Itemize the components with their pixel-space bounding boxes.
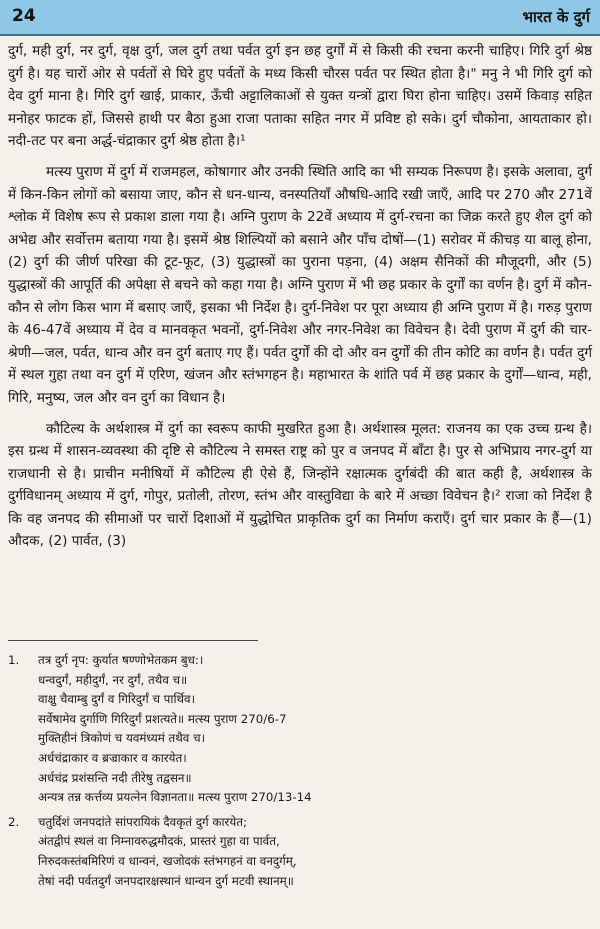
verse-line: चतुर्दिशं जनपदांते सांपरायिकं दैवकृतं दुर्ग कारयेत; bbox=[38, 814, 247, 829]
verse-line: तत्र दुर्ग नृप: कुर्यात षण्णोभेतकम बुध:। bbox=[38, 653, 204, 667]
footnote-number: 2. bbox=[8, 814, 20, 829]
paragraph: मत्स्य पुराण में दुर्ग में राजमहल, कोषागार और उनकी स्थिति आदि का भी सम्यक निरूपण है। इसके अलावा, दुर्ग में किन-किन लोगों को बसाया जाए, कौन से धन-धान्य, वनस्पतियाँ औषधि-आदि रखी जाएँ, आदि पर 270 और 271वें श्लोक में विशेष रूप से प्रकाश डाला गया है। अग्नि पुराण के 22वें अध्याय में दुर्ग-रचना का जिक्र करते हुए शैल दुर्ग को अभेद्य और सर्वोत्तम बताया गया है। इसमें श्रेष्ठ शिल्पियों को बसाने और पाँच दोषों—(1) सरोवर में कीचड़ या बालू होना, (2) दुर्ग की जीर्ण परिखा की टूट-फूट, (3) युद्धास्त्रों का पुराना पड़ना, (4) अक्षम सैनिकों की मौजूदगी, और (5) युद्धास्त्रों की आपूर्ति की अपेक्षा से बचने को कहा गया है। अग्नि पुराण में भी छह प्रकार के दुर्गों का वर्णन है। दुर्ग में कौन-कौन से लोग किस भाग में बसाए जाएँ, इसका भी निर्देश है। दुर्ग-निवेश पर पूरा अध्याय ही अग्नि पुराण में है। गरुड़ पुराण के 46-47वें अध्याय में देव व मानवकृत भवनों, दुर्ग-निवेश और नगर-निवेश का विवेचन है। देवी पुराण में दुर्ग की चार-श्रेणी—जल, पर्वत, धान्व और वन दुर्ग बताए गए हैं। पर्वत दुर्गों की दो और वन दुर्गों की तीन कोटि का वर्णन है। पर्वत दुर्ग में स्थल गुहा तथा वन दुर्ग में एरिण, खंजन और स्तंभगहन है। महाभारत के शांति पर्व में छह प्रकार के दुर्गों—धान्व, मही, गिरि, मनुष्य, जल और वन दुर्ग का विधान है। bbox=[8, 163, 592, 406]
verse-line: अर्धचंद्राकार व ब्रज्राकार व कारयेत। bbox=[38, 750, 187, 765]
page-number: 24 bbox=[12, 6, 36, 26]
verse-line: अन्यत्र तन्न कर्त्तव्य प्रयत्नेन विज्ञानता॥ मत्स्य पुराण 270/13-14 bbox=[38, 790, 312, 805]
verse-line: सर्वेषामेव दुर्गाणि गिरिदुर्गं प्रशत्यते॥ मत्स्य पुराण 270/6-7 bbox=[38, 711, 287, 726]
footnote-verse bbox=[38, 651, 592, 808]
page-header bbox=[0, 0, 600, 36]
verse-line: धन्वदुर्गं, महीदुर्गं, नर दुर्गं, तथैव च॥ bbox=[38, 672, 188, 687]
footnote bbox=[8, 813, 592, 891]
paragraph: दुर्ग, मही दुर्ग, नर दुर्ग, वृक्ष दुर्ग, जल दुर्ग तथा पर्वत दुर्ग इन छह दुर्गों में से किसी की रचना करनी चाहिए। गिरि दुर्ग श्रेष्ठ दुर्ग है। यह चारों ओर से पर्वतों से घिरे हुए पर्वतों के मध्य किसी चौरस पर्वत पर स्थित होता है।" मनु ने भी गिरि दुर्ग को देव दुर्ग माना है। गिरि दुर्ग खाई, प्राकार, ऊँची अट्टालिकाओं से युक्त यन्त्रों द्वारा घिरा होना चाहिए। उसमें किवाड़ सहित मनोहर फाटक हों, जिससे हाथी पर बैठा हुआ राजा पताका सहित नगर में प्रविष्ट हो सके। दुर्ग चौकोना, आयताकार हो। नदी-तट पर बना अर्द्ध-चंद्राकार दुर्ग श्रेष्ठ होता है।¹ bbox=[8, 43, 592, 150]
verse-line: निरुदकस्तंबमिरिणं व धान्वनं, खजोदकं स्तंभगहनं वा वनदुर्गम्, bbox=[38, 853, 297, 868]
footnote-divider bbox=[8, 640, 258, 641]
footnote bbox=[8, 651, 592, 808]
footnote-number: 1. bbox=[8, 653, 20, 667]
verse-line: अंतद्वीपं स्थलं वा निम्नावरुद्धमौदकं, प्रास्तरं गुहा वा पार्वत, bbox=[38, 834, 280, 849]
running-title: भारत के दुर्ग bbox=[522, 8, 590, 26]
verse-line: वाक्षु चैवाम्बु दुर्गं व गिरिदुर्गं च पार्थिव। bbox=[38, 692, 196, 707]
verse-line: मुक्तिहीनं त्रिकोणं च यवमंध्यमं तथैव च। bbox=[38, 731, 206, 746]
verse-line: अर्धचंद्र प्रशंसन्ति नदी तीरेषु तद्वसन॥ bbox=[38, 770, 192, 785]
paragraph: कौटिल्य के अर्थशास्त्र में दुर्ग का स्वरूप काफी मुखरित हुआ है। अर्थशास्त्र मूलत: राजनय का एक उच्च ग्रन्थ है। इस ग्रन्थ में शासन-व्यवस्था की दृष्टि से कौटिल्य ने समस्त राष्ट्र को पुर व जनपद में बाँटा है। पुर से अभिप्राय नगर-दुर्ग या राजधानी से है। प्राचीन मनीषियों में कौटिल्य ही ऐसे हैं, जिन्होंने रक्षात्मक दुर्गबंदी की बात कही है, अर्थशास्त्र के दुर्गविधानम् अध्याय में दुर्ग, गोपुर, प्रतोली, तोरण, स्तंभ और वास्तुविद्या के बारे में अच्छा विवेचन है।² राजा को निर्देश है कि वह जनपद की सीमाओं पर चारों दिशाओं में युद्धोचित प्राकृतिक दुर्ग का निर्माण कराएँ। दुर्ग चार प्रकार के हैं—(1) औदक, (2) पार्वत, (3) bbox=[8, 420, 592, 550]
footnote-verse bbox=[38, 813, 592, 891]
footnotes bbox=[8, 651, 592, 896]
body-text bbox=[8, 40, 592, 561]
verse-line: तेषां नदी पर्वतदुर्गं जनपदारक्षस्थानं धान्वन दुर्ग मटवी स्थानम्॥ bbox=[38, 873, 294, 888]
